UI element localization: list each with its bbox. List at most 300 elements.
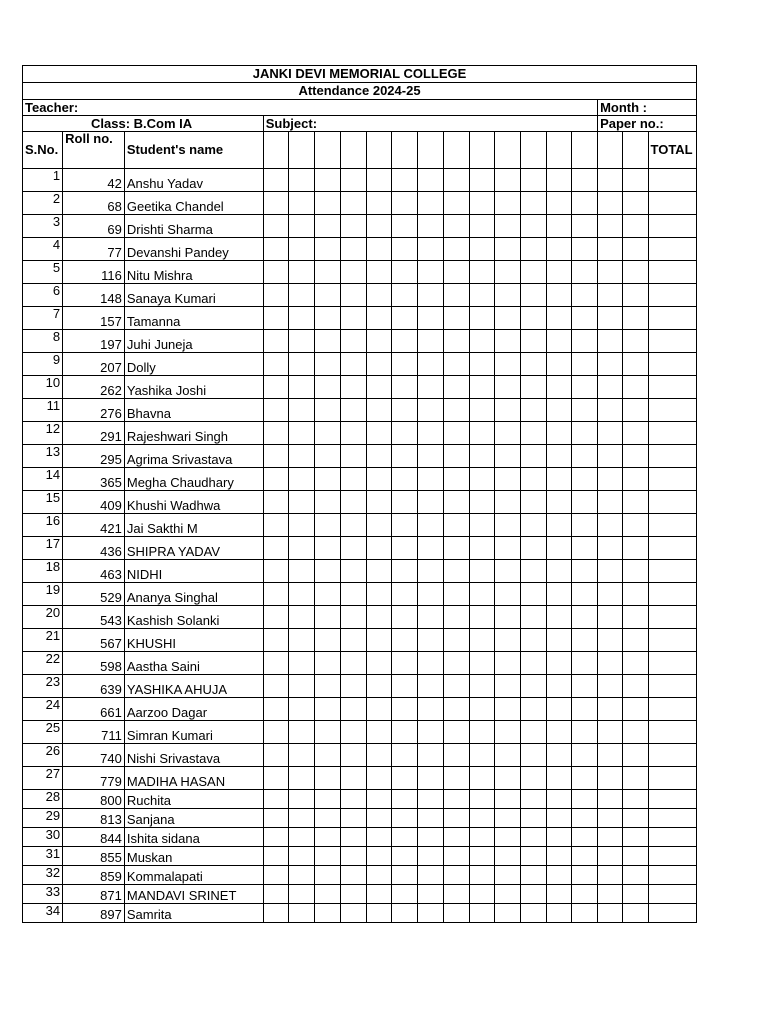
total-cell[interactable] (648, 809, 697, 828)
attendance-cell[interactable] (340, 809, 366, 828)
attendance-cell[interactable] (443, 560, 469, 583)
attendance-cell[interactable] (520, 790, 546, 809)
attendance-cell[interactable] (469, 790, 495, 809)
attendance-cell[interactable] (469, 560, 495, 583)
attendance-cell[interactable] (622, 847, 648, 866)
attendance-cell[interactable] (392, 560, 418, 583)
attendance-cell[interactable] (340, 847, 366, 866)
attendance-cell[interactable] (263, 468, 289, 491)
attendance-cell[interactable] (418, 399, 444, 422)
attendance-cell[interactable] (315, 422, 341, 445)
attendance-cell[interactable] (598, 261, 623, 284)
attendance-cell[interactable] (263, 904, 289, 923)
attendance-cell[interactable] (392, 376, 418, 399)
attendance-cell[interactable] (520, 445, 546, 468)
attendance-cell[interactable] (263, 675, 289, 698)
total-cell[interactable] (648, 537, 697, 560)
attendance-cell[interactable] (546, 353, 572, 376)
attendance-cell[interactable] (315, 192, 341, 215)
attendance-cell[interactable] (495, 215, 521, 238)
attendance-cell[interactable] (622, 828, 648, 847)
attendance-cell[interactable] (598, 215, 623, 238)
attendance-cell[interactable] (520, 606, 546, 629)
attendance-cell[interactable] (263, 537, 289, 560)
attendance-cell[interactable] (392, 675, 418, 698)
attendance-cell[interactable] (495, 767, 521, 790)
attendance-cell[interactable] (443, 261, 469, 284)
attendance-cell[interactable] (622, 652, 648, 675)
attendance-cell[interactable] (392, 652, 418, 675)
attendance-cell[interactable] (418, 629, 444, 652)
attendance-cell[interactable] (546, 847, 572, 866)
attendance-cell[interactable] (289, 721, 315, 744)
attendance-cell[interactable] (598, 169, 623, 192)
total-cell[interactable] (648, 376, 697, 399)
attendance-cell[interactable] (263, 847, 289, 866)
attendance-cell[interactable] (572, 537, 598, 560)
attendance-cell[interactable] (340, 790, 366, 809)
attendance-cell[interactable] (263, 652, 289, 675)
attendance-cell[interactable] (366, 399, 392, 422)
attendance-cell[interactable] (572, 744, 598, 767)
attendance-cell[interactable] (340, 866, 366, 885)
attendance-cell[interactable] (418, 828, 444, 847)
attendance-cell[interactable] (418, 583, 444, 606)
attendance-cell[interactable] (315, 330, 341, 353)
attendance-cell[interactable] (495, 169, 521, 192)
day-cell[interactable] (443, 132, 469, 169)
attendance-cell[interactable] (546, 698, 572, 721)
attendance-cell[interactable] (546, 422, 572, 445)
attendance-cell[interactable] (598, 307, 623, 330)
attendance-cell[interactable] (572, 652, 598, 675)
attendance-cell[interactable] (340, 307, 366, 330)
attendance-cell[interactable] (340, 422, 366, 445)
attendance-cell[interactable] (418, 744, 444, 767)
attendance-cell[interactable] (469, 468, 495, 491)
attendance-cell[interactable] (289, 330, 315, 353)
attendance-cell[interactable] (289, 422, 315, 445)
attendance-cell[interactable] (622, 468, 648, 491)
attendance-cell[interactable] (443, 809, 469, 828)
attendance-cell[interactable] (622, 904, 648, 923)
attendance-cell[interactable] (315, 238, 341, 261)
day-cell[interactable] (546, 132, 572, 169)
attendance-cell[interactable] (572, 215, 598, 238)
attendance-cell[interactable] (443, 491, 469, 514)
attendance-cell[interactable] (520, 261, 546, 284)
attendance-cell[interactable] (366, 560, 392, 583)
attendance-cell[interactable] (263, 192, 289, 215)
attendance-cell[interactable] (340, 904, 366, 923)
total-cell[interactable] (648, 491, 697, 514)
attendance-cell[interactable] (289, 560, 315, 583)
attendance-cell[interactable] (520, 353, 546, 376)
attendance-cell[interactable] (418, 238, 444, 261)
attendance-cell[interactable] (366, 307, 392, 330)
attendance-cell[interactable] (546, 828, 572, 847)
attendance-cell[interactable] (598, 698, 623, 721)
attendance-cell[interactable] (495, 885, 521, 904)
attendance-cell[interactable] (418, 809, 444, 828)
attendance-cell[interactable] (340, 698, 366, 721)
attendance-cell[interactable] (289, 537, 315, 560)
attendance-cell[interactable] (340, 261, 366, 284)
attendance-cell[interactable] (572, 514, 598, 537)
attendance-cell[interactable] (289, 238, 315, 261)
attendance-cell[interactable] (392, 629, 418, 652)
total-cell[interactable] (648, 583, 697, 606)
attendance-cell[interactable] (392, 330, 418, 353)
attendance-cell[interactable] (495, 866, 521, 885)
attendance-cell[interactable] (495, 353, 521, 376)
attendance-cell[interactable] (315, 491, 341, 514)
attendance-cell[interactable] (598, 192, 623, 215)
attendance-cell[interactable] (520, 767, 546, 790)
attendance-cell[interactable] (443, 904, 469, 923)
total-cell[interactable] (648, 767, 697, 790)
attendance-cell[interactable] (263, 866, 289, 885)
attendance-cell[interactable] (418, 606, 444, 629)
attendance-cell[interactable] (289, 514, 315, 537)
attendance-cell[interactable] (520, 169, 546, 192)
attendance-cell[interactable] (340, 192, 366, 215)
attendance-cell[interactable] (366, 330, 392, 353)
attendance-cell[interactable] (418, 904, 444, 923)
attendance-cell[interactable] (495, 560, 521, 583)
attendance-cell[interactable] (392, 828, 418, 847)
attendance-cell[interactable] (495, 468, 521, 491)
attendance-cell[interactable] (443, 583, 469, 606)
attendance-cell[interactable] (340, 353, 366, 376)
attendance-cell[interactable] (520, 675, 546, 698)
attendance-cell[interactable] (418, 675, 444, 698)
attendance-cell[interactable] (392, 445, 418, 468)
attendance-cell[interactable] (572, 307, 598, 330)
attendance-cell[interactable] (289, 583, 315, 606)
attendance-cell[interactable] (392, 698, 418, 721)
attendance-cell[interactable] (315, 560, 341, 583)
attendance-cell[interactable] (469, 261, 495, 284)
attendance-cell[interactable] (418, 353, 444, 376)
attendance-cell[interactable] (598, 790, 623, 809)
attendance-cell[interactable] (392, 514, 418, 537)
attendance-cell[interactable] (520, 192, 546, 215)
attendance-cell[interactable] (263, 261, 289, 284)
attendance-cell[interactable] (315, 215, 341, 238)
attendance-cell[interactable] (289, 629, 315, 652)
attendance-cell[interactable] (520, 721, 546, 744)
attendance-cell[interactable] (263, 422, 289, 445)
attendance-cell[interactable] (392, 744, 418, 767)
attendance-cell[interactable] (598, 828, 623, 847)
attendance-cell[interactable] (495, 721, 521, 744)
attendance-cell[interactable] (469, 422, 495, 445)
attendance-cell[interactable] (469, 652, 495, 675)
attendance-cell[interactable] (263, 376, 289, 399)
attendance-cell[interactable] (520, 468, 546, 491)
attendance-cell[interactable] (263, 215, 289, 238)
attendance-cell[interactable] (289, 809, 315, 828)
attendance-cell[interactable] (572, 721, 598, 744)
attendance-cell[interactable] (572, 330, 598, 353)
attendance-cell[interactable] (315, 767, 341, 790)
attendance-cell[interactable] (340, 767, 366, 790)
attendance-cell[interactable] (263, 721, 289, 744)
attendance-cell[interactable] (315, 606, 341, 629)
attendance-cell[interactable] (289, 284, 315, 307)
attendance-cell[interactable] (418, 847, 444, 866)
attendance-cell[interactable] (418, 215, 444, 238)
total-cell[interactable] (648, 675, 697, 698)
attendance-cell[interactable] (443, 790, 469, 809)
attendance-cell[interactable] (469, 215, 495, 238)
attendance-cell[interactable] (622, 422, 648, 445)
attendance-cell[interactable] (418, 560, 444, 583)
attendance-cell[interactable] (443, 866, 469, 885)
attendance-cell[interactable] (520, 491, 546, 514)
attendance-cell[interactable] (572, 422, 598, 445)
total-cell[interactable] (648, 215, 697, 238)
attendance-cell[interactable] (495, 675, 521, 698)
attendance-cell[interactable] (340, 330, 366, 353)
attendance-cell[interactable] (392, 307, 418, 330)
attendance-cell[interactable] (622, 537, 648, 560)
day-cell[interactable] (469, 132, 495, 169)
attendance-cell[interactable] (572, 238, 598, 261)
attendance-cell[interactable] (315, 809, 341, 828)
attendance-cell[interactable] (289, 445, 315, 468)
total-cell[interactable] (648, 847, 697, 866)
attendance-cell[interactable] (443, 169, 469, 192)
attendance-cell[interactable] (520, 284, 546, 307)
attendance-cell[interactable] (495, 491, 521, 514)
attendance-cell[interactable] (443, 698, 469, 721)
attendance-cell[interactable] (443, 606, 469, 629)
attendance-cell[interactable] (418, 192, 444, 215)
attendance-cell[interactable] (418, 261, 444, 284)
attendance-cell[interactable] (315, 828, 341, 847)
attendance-cell[interactable] (418, 468, 444, 491)
attendance-cell[interactable] (495, 445, 521, 468)
attendance-cell[interactable] (392, 767, 418, 790)
attendance-cell[interactable] (469, 809, 495, 828)
attendance-cell[interactable] (340, 606, 366, 629)
attendance-cell[interactable] (340, 885, 366, 904)
attendance-cell[interactable] (495, 238, 521, 261)
attendance-cell[interactable] (598, 399, 623, 422)
attendance-cell[interactable] (520, 560, 546, 583)
attendance-cell[interactable] (443, 767, 469, 790)
attendance-cell[interactable] (289, 376, 315, 399)
attendance-cell[interactable] (340, 376, 366, 399)
attendance-cell[interactable] (263, 307, 289, 330)
attendance-cell[interactable] (546, 399, 572, 422)
attendance-cell[interactable] (469, 904, 495, 923)
attendance-cell[interactable] (546, 284, 572, 307)
attendance-cell[interactable] (520, 828, 546, 847)
attendance-cell[interactable] (598, 330, 623, 353)
attendance-cell[interactable] (366, 606, 392, 629)
attendance-cell[interactable] (622, 353, 648, 376)
attendance-cell[interactable] (263, 445, 289, 468)
attendance-cell[interactable] (469, 866, 495, 885)
attendance-cell[interactable] (340, 399, 366, 422)
attendance-cell[interactable] (366, 790, 392, 809)
attendance-cell[interactable] (443, 422, 469, 445)
attendance-cell[interactable] (366, 238, 392, 261)
attendance-cell[interactable] (546, 652, 572, 675)
day-cell[interactable] (622, 132, 648, 169)
total-cell[interactable] (648, 698, 697, 721)
attendance-cell[interactable] (495, 828, 521, 847)
attendance-cell[interactable] (469, 491, 495, 514)
attendance-cell[interactable] (520, 809, 546, 828)
attendance-cell[interactable] (598, 583, 623, 606)
attendance-cell[interactable] (443, 307, 469, 330)
attendance-cell[interactable] (289, 491, 315, 514)
attendance-cell[interactable] (622, 583, 648, 606)
attendance-cell[interactable] (392, 284, 418, 307)
attendance-cell[interactable] (315, 583, 341, 606)
attendance-cell[interactable] (495, 261, 521, 284)
attendance-cell[interactable] (598, 629, 623, 652)
attendance-cell[interactable] (443, 399, 469, 422)
attendance-cell[interactable] (315, 284, 341, 307)
attendance-cell[interactable] (520, 744, 546, 767)
total-cell[interactable] (648, 284, 697, 307)
attendance-cell[interactable] (546, 866, 572, 885)
attendance-cell[interactable] (418, 307, 444, 330)
attendance-cell[interactable] (572, 468, 598, 491)
attendance-cell[interactable] (289, 828, 315, 847)
attendance-cell[interactable] (366, 828, 392, 847)
attendance-cell[interactable] (340, 629, 366, 652)
attendance-cell[interactable] (598, 904, 623, 923)
attendance-cell[interactable] (392, 583, 418, 606)
attendance-cell[interactable] (289, 866, 315, 885)
total-cell[interactable] (648, 629, 697, 652)
total-cell[interactable] (648, 652, 697, 675)
attendance-cell[interactable] (520, 652, 546, 675)
attendance-cell[interactable] (315, 537, 341, 560)
attendance-cell[interactable] (315, 885, 341, 904)
attendance-cell[interactable] (495, 399, 521, 422)
attendance-cell[interactable] (315, 629, 341, 652)
attendance-cell[interactable] (469, 744, 495, 767)
attendance-cell[interactable] (546, 238, 572, 261)
attendance-cell[interactable] (495, 307, 521, 330)
attendance-cell[interactable] (366, 744, 392, 767)
attendance-cell[interactable] (546, 885, 572, 904)
attendance-cell[interactable] (598, 866, 623, 885)
attendance-cell[interactable] (366, 468, 392, 491)
attendance-cell[interactable] (366, 376, 392, 399)
attendance-cell[interactable] (546, 514, 572, 537)
attendance-cell[interactable] (392, 353, 418, 376)
total-cell[interactable] (648, 866, 697, 885)
attendance-cell[interactable] (546, 560, 572, 583)
attendance-cell[interactable] (418, 491, 444, 514)
attendance-cell[interactable] (622, 866, 648, 885)
attendance-cell[interactable] (366, 514, 392, 537)
attendance-cell[interactable] (392, 169, 418, 192)
attendance-cell[interactable] (392, 721, 418, 744)
attendance-cell[interactable] (392, 399, 418, 422)
attendance-cell[interactable] (598, 767, 623, 790)
attendance-cell[interactable] (598, 675, 623, 698)
attendance-cell[interactable] (469, 307, 495, 330)
total-cell[interactable] (648, 790, 697, 809)
attendance-cell[interactable] (520, 904, 546, 923)
attendance-cell[interactable] (392, 261, 418, 284)
total-cell[interactable] (648, 744, 697, 767)
attendance-cell[interactable] (622, 399, 648, 422)
attendance-cell[interactable] (263, 353, 289, 376)
attendance-cell[interactable] (392, 847, 418, 866)
attendance-cell[interactable] (418, 721, 444, 744)
attendance-cell[interactable] (340, 491, 366, 514)
attendance-cell[interactable] (572, 866, 598, 885)
attendance-cell[interactable] (622, 376, 648, 399)
attendance-cell[interactable] (340, 468, 366, 491)
attendance-cell[interactable] (520, 399, 546, 422)
attendance-cell[interactable] (366, 445, 392, 468)
attendance-cell[interactable] (622, 192, 648, 215)
attendance-cell[interactable] (366, 847, 392, 866)
attendance-cell[interactable] (598, 422, 623, 445)
attendance-cell[interactable] (598, 652, 623, 675)
attendance-cell[interactable] (366, 629, 392, 652)
attendance-cell[interactable] (289, 606, 315, 629)
attendance-cell[interactable] (598, 809, 623, 828)
attendance-cell[interactable] (572, 261, 598, 284)
attendance-cell[interactable] (546, 809, 572, 828)
attendance-cell[interactable] (263, 514, 289, 537)
total-cell[interactable] (648, 261, 697, 284)
attendance-cell[interactable] (443, 721, 469, 744)
day-cell[interactable] (598, 132, 623, 169)
attendance-cell[interactable] (392, 422, 418, 445)
attendance-cell[interactable] (495, 330, 521, 353)
attendance-cell[interactable] (289, 698, 315, 721)
attendance-cell[interactable] (366, 169, 392, 192)
attendance-cell[interactable] (546, 744, 572, 767)
attendance-cell[interactable] (315, 399, 341, 422)
attendance-cell[interactable] (366, 284, 392, 307)
attendance-cell[interactable] (263, 238, 289, 261)
attendance-cell[interactable] (572, 284, 598, 307)
day-cell[interactable] (572, 132, 598, 169)
attendance-cell[interactable] (315, 445, 341, 468)
attendance-cell[interactable] (598, 491, 623, 514)
attendance-cell[interactable] (469, 330, 495, 353)
attendance-cell[interactable] (392, 238, 418, 261)
attendance-cell[interactable] (418, 537, 444, 560)
total-cell[interactable] (648, 560, 697, 583)
attendance-cell[interactable] (315, 675, 341, 698)
attendance-cell[interactable] (572, 169, 598, 192)
attendance-cell[interactable] (598, 560, 623, 583)
attendance-cell[interactable] (418, 376, 444, 399)
attendance-cell[interactable] (289, 307, 315, 330)
attendance-cell[interactable] (469, 606, 495, 629)
attendance-cell[interactable] (263, 629, 289, 652)
attendance-cell[interactable] (289, 767, 315, 790)
attendance-cell[interactable] (289, 468, 315, 491)
attendance-cell[interactable] (366, 809, 392, 828)
attendance-cell[interactable] (598, 468, 623, 491)
